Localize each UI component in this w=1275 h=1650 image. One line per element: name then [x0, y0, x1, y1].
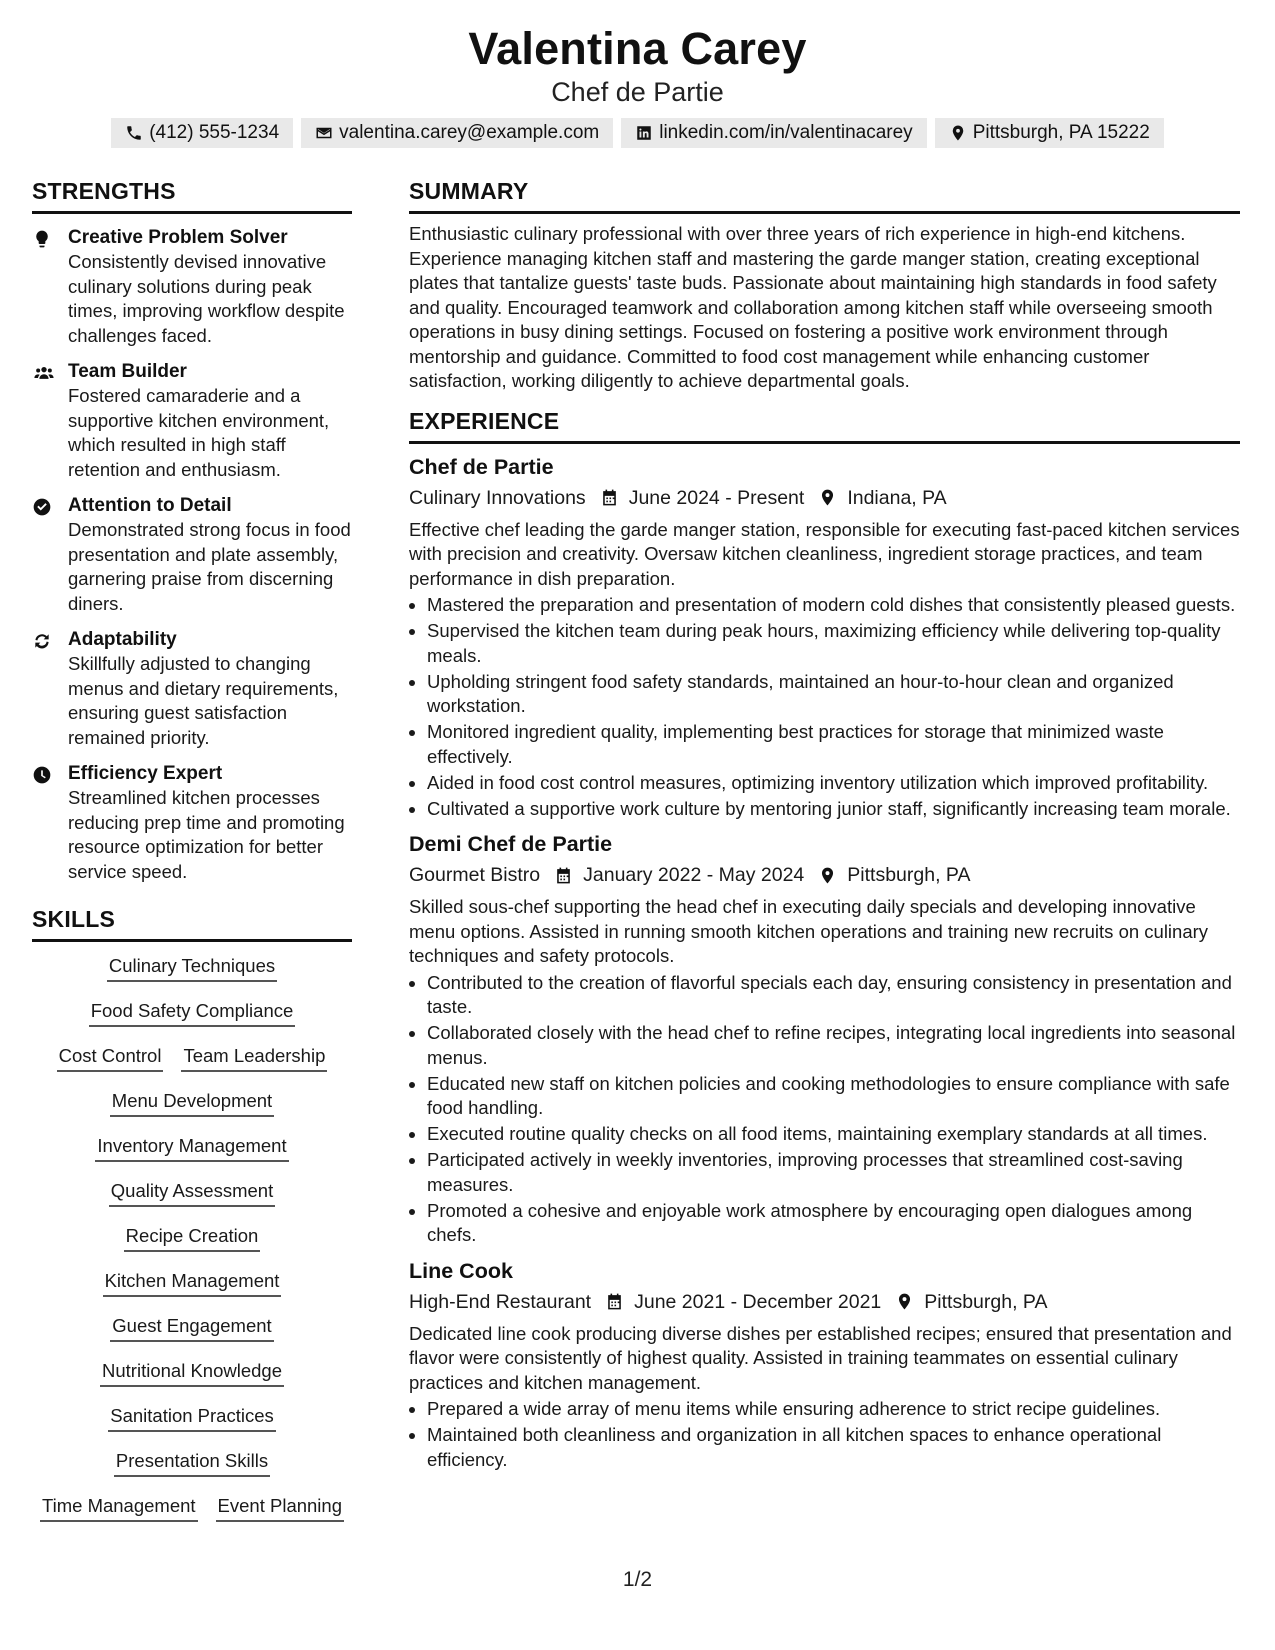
skill-tag: Cost Control: [57, 1044, 164, 1072]
list-item: • Educated new staff on kitchen policies and cooking methodologies to ensure compliance with safe food handling.: [427, 1072, 1240, 1121]
contact-location-text: Pittsburgh, PA 15222: [972, 122, 1150, 143]
strength-item: [32, 628, 352, 750]
skill-tag: Kitchen Management: [103, 1269, 282, 1297]
list-item: • Upholding stringent food safety standards, maintained an hour-to-hour clean and organized workstation.: [427, 670, 1240, 719]
sync-icon: [32, 631, 52, 651]
job-meta: [409, 861, 1240, 889]
skill-tag: Quality Assessment: [109, 1179, 275, 1207]
contact-email-text[interactable]: valentina.carey@example.com: [339, 122, 600, 143]
job-description: Effective chef leading the garde manger station, responsible for executing fast-paced kitchen services with precision and creativity. Oversaw kitchen cleanliness, ingredient storage practices, and team performance in dish preparation.: [409, 518, 1240, 589]
job-dates: June 2021 - December 2021: [634, 1290, 882, 1313]
summary-heading: SUMMARY: [409, 178, 1240, 214]
list-item: • Monitored ingredient quality, implementing best practices for storage that minimized waste effectively.: [427, 720, 1240, 769]
calendar-icon: [554, 866, 573, 885]
skills-heading: SKILLS: [32, 906, 352, 942]
job-bullets: [409, 1397, 1240, 1472]
calendar-icon: [605, 1292, 624, 1311]
strength-item: [32, 360, 352, 482]
strength-item: [32, 494, 352, 616]
strength-item: [32, 226, 352, 348]
list-item: • Supervised the kitchen team during peak hours, maximizing efficiency while delivering top-quality meals.: [427, 619, 1240, 668]
strength-name: Attention to Detail: [68, 495, 232, 516]
contact-phone-text: (412) 555-1234: [149, 122, 280, 143]
skill-tag: Recipe Creation: [124, 1224, 261, 1252]
job-location: Pittsburgh, PA: [847, 864, 971, 886]
job-company: Culinary Innovations: [409, 486, 586, 509]
skill-tag: Food Safety Compliance: [89, 999, 296, 1027]
strength-name: Team Builder: [68, 361, 187, 382]
skill-tag: Nutritional Knowledge: [100, 1359, 284, 1387]
job-entry: [409, 829, 1240, 1248]
list-item: • Collaborated closely with the head chef to refine recipes, integrating local ingredients into seasonal menus.: [427, 1021, 1240, 1070]
strength-desc: Streamlined kitchen processes reducing prep time and promoting resource optimization for better service speed.: [68, 787, 345, 882]
summary-text: Enthusiastic culinary professional with over three years of rich experience in high-end kitchens. Experience managing kitchen staff and mastering the garde manger station, creating exceptional plates that tantalize guests' taste buds. Passionate about maintaining high standards in food safety and quality. Encouraged teamwork and collaboration among kitchen staff while overseeing smooth operations in busy dining settings. Focused on fostering a positive work environment through mentorship and guidance. Committed to food cost management while enhancing customer satisfaction, working diligently to achieve departmental goals.: [409, 223, 1217, 391]
strength-name: Efficiency Expert: [68, 763, 223, 784]
job-title: Chef de Partie: [409, 454, 554, 479]
job-meta: [409, 484, 1240, 512]
skill-tag: Sanitation Practices: [108, 1404, 276, 1432]
contact-linkedin[interactable]: [621, 118, 926, 148]
job-bullets: [409, 593, 1240, 821]
calendar-icon: [600, 488, 619, 507]
contact-phone: [111, 118, 293, 148]
users-icon: [32, 363, 56, 383]
skills-list: [32, 954, 352, 1539]
job-company: High-End Restaurant: [409, 1290, 592, 1313]
contact-email[interactable]: [301, 118, 613, 148]
list-item: • Contributed to the creation of flavorful specials each day, ensuring consistency in presentation and taste.: [427, 971, 1240, 1020]
experience-heading: EXPERIENCE: [409, 408, 1240, 444]
map-pin-icon: [949, 124, 967, 142]
list-item: • Cultivated a supportive work culture by mentoring junior staff, significantly increasing team morale.: [427, 797, 1240, 822]
job-meta: [409, 1288, 1240, 1316]
phone-icon: [125, 124, 143, 142]
skill-tag: Inventory Management: [95, 1134, 288, 1162]
contact-bar: [0, 118, 1275, 148]
list-item: • Mastered the preparation and presentation of modern cold dishes that consistently pleased guests.: [427, 593, 1240, 618]
skill-tag: Presentation Skills: [114, 1449, 270, 1477]
list-item: • Maintained both cleanliness and organization in all kitchen spaces to enhance operational efficiency.: [427, 1423, 1240, 1472]
job-dates: June 2024 - Present: [628, 486, 805, 509]
job-title: Line Cook: [409, 1258, 513, 1283]
map-pin-icon: [895, 1292, 914, 1311]
left-column: [32, 178, 352, 1539]
lightbulb-icon: [32, 229, 52, 249]
page-number: 1/2: [622, 1568, 653, 1591]
skill-tag: Menu Development: [110, 1089, 274, 1117]
job-entry: [409, 452, 1240, 822]
strength-name: Adaptability: [68, 629, 177, 650]
strength-desc: Consistently devised innovative culinary solutions during peak times, improving workflow despite challenges faced.: [68, 251, 345, 346]
job-location: Indiana, PA: [847, 486, 947, 509]
strength-desc: Demonstrated strong focus in food presentation and plate assembly, garnering praise from discerning diners.: [68, 519, 351, 614]
map-pin-icon: [818, 488, 837, 507]
list-item: • Participated actively in weekly inventories, improving processes that streamlined cost-saving measures.: [427, 1148, 1240, 1197]
strengths-heading: STRENGTHS: [32, 178, 352, 214]
skill-tag: Team Leadership: [181, 1044, 327, 1072]
strength-name: Creative Problem Solver: [68, 227, 288, 248]
contact-location: [935, 118, 1164, 148]
clock-icon: [32, 765, 52, 785]
job-description: Skilled sous-chef supporting the head chef in executing daily specials and developing innovative menu options. Assisted in running smooth kitchen operations and training new recruits on culinary techniques and safety protocols.: [409, 896, 1209, 966]
job-dates: January 2022 - May 2024: [583, 864, 805, 886]
job-company: Gourmet Bistro: [409, 864, 541, 886]
resume-header: [0, 0, 1275, 148]
linkedin-icon: [635, 124, 653, 142]
list-item: • Promoted a cohesive and enjoyable work atmosphere by encouraging open dialogues among chefs.: [427, 1199, 1240, 1248]
skill-tag: Event Planning: [216, 1494, 344, 1522]
job-location: Pittsburgh, PA: [924, 1290, 1048, 1313]
check-circle-icon: [32, 497, 52, 517]
envelope-icon: [315, 124, 333, 142]
candidate-title: Chef de Partie: [551, 77, 724, 107]
right-column: [409, 178, 1240, 1474]
list-item: • Aided in food cost control measures, optimizing inventory utilization which improved profitability.: [427, 771, 1240, 796]
skill-tag: Culinary Techniques: [107, 954, 277, 982]
map-pin-icon: [818, 866, 837, 885]
job-entry: [409, 1256, 1240, 1473]
skill-tag: Guest Engagement: [110, 1314, 273, 1342]
job-title: Demi Chef de Partie: [409, 832, 613, 856]
list-item: • Executed routine quality checks on all food items, maintaining exemplary standards at all times.: [427, 1122, 1240, 1147]
strength-item: [32, 762, 352, 884]
strength-desc: Skillfully adjusted to changing menus and dietary requirements, ensuring guest satisfaction remained priority.: [68, 653, 339, 748]
contact-linkedin-text[interactable]: linkedin.com/in/valentinacarey: [659, 122, 913, 143]
skill-tag: Time Management: [40, 1494, 198, 1522]
candidate-name: Valentina Carey: [468, 23, 807, 74]
strength-desc: Fostered camaraderie and a supportive kitchen environment, which resulted in high staff retention and enthusiasm.: [68, 385, 330, 480]
list-item: • Prepared a wide array of menu items while ensuring adherence to strict recipe guidelines.: [427, 1397, 1240, 1422]
job-description: Dedicated line cook producing diverse dishes per established recipes; ensured that presentation and flavor were consistently of highest quality. Assisted in training teammates on essential culinary practices and kitchen management.: [409, 1322, 1232, 1393]
job-bullets: [409, 971, 1240, 1248]
